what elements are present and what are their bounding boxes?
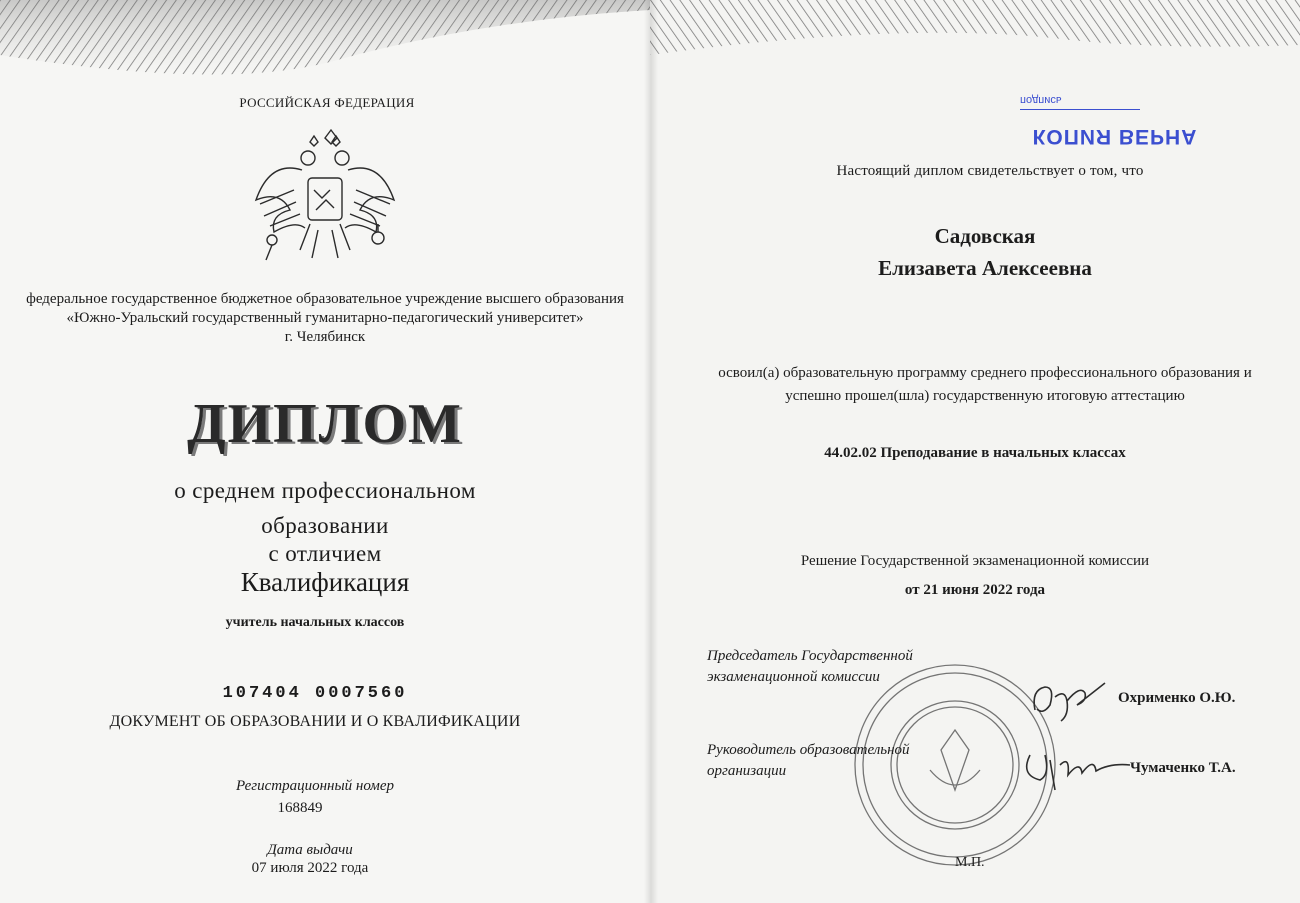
registration-number-value: 168849 xyxy=(277,800,323,816)
subtitle-line-2: образовании xyxy=(261,513,389,538)
graduate-surname: Садовская xyxy=(934,224,1036,248)
subtitle-line-3: с отличием xyxy=(268,541,382,566)
completion-statement: освоил(а) образовательную программу среднего профессионального образования и успешно прошел(шла) государственную итоговую аттестацию xyxy=(718,365,1252,404)
city-name: г. Челябинск xyxy=(284,329,366,345)
diploma-right-page xyxy=(650,0,1300,903)
chair-title: Председатель Государственной экзаменационной комиссии xyxy=(707,648,913,685)
organization-name xyxy=(12,290,638,347)
document-title: ДИПЛОМ xyxy=(187,393,463,455)
copy-certified-stamp xyxy=(1020,80,1210,150)
issue-date-label: Дата выдачи xyxy=(267,842,353,858)
seal-label: М.П. xyxy=(955,855,985,870)
program-name: 44.02.02 Преподавание в начальных классах xyxy=(824,445,1126,461)
chair-name: Охрименко О.Ю. xyxy=(1118,690,1236,706)
commission-decision: Решение Государственной экзаменационной комиссии xyxy=(800,553,1150,569)
copy-stamp-title: КОПИЯ ВЕРНА xyxy=(1032,125,1198,148)
issue-date-value: 07 июля 2022 года xyxy=(251,860,369,876)
head-name: Чумаченко Т.А. xyxy=(1130,760,1236,776)
head-signature xyxy=(1010,735,1140,805)
head-title: Руководитель образовательной организации xyxy=(707,742,910,779)
intro-text: Настоящий диплом свидетельствует о том, что xyxy=(836,163,1144,179)
graduate-given-names: Елизавета Алексеевна xyxy=(878,256,1092,280)
document-type: ДОКУМЕНТ ОБ ОБРАЗОВАНИИ И О КВАЛИФИКАЦИИ xyxy=(109,713,521,730)
guilloche-border xyxy=(650,0,1300,80)
organization-name-text: федеральное государственное бюджетное образовательное учреждение высшего образования «Южно-Уральский государственный гуманитарно-педагогический университет» xyxy=(26,291,624,326)
registration-number-label: Регистрационный номер xyxy=(235,778,394,794)
country-heading: РОССИЙСКАЯ ФЕДЕРАЦИЯ xyxy=(239,95,415,110)
guilloche-border xyxy=(0,0,650,80)
qualification-label: Квалификация xyxy=(240,567,410,597)
subtitle-line-1: о среднем профессиональном xyxy=(174,478,476,503)
copy-stamp-signature-label: подпись xyxy=(1020,94,1062,106)
chair-signature xyxy=(1025,675,1115,725)
document-number: 107404 0007560 xyxy=(222,684,408,703)
decision-date: от 21 июня 2022 года xyxy=(904,582,1046,598)
booklet-spine xyxy=(644,0,658,903)
coat-of-arms-emblem xyxy=(250,120,400,270)
qualification-value: учитель начальных классов xyxy=(225,615,405,630)
copy-stamp-signature-line xyxy=(1020,109,1140,110)
